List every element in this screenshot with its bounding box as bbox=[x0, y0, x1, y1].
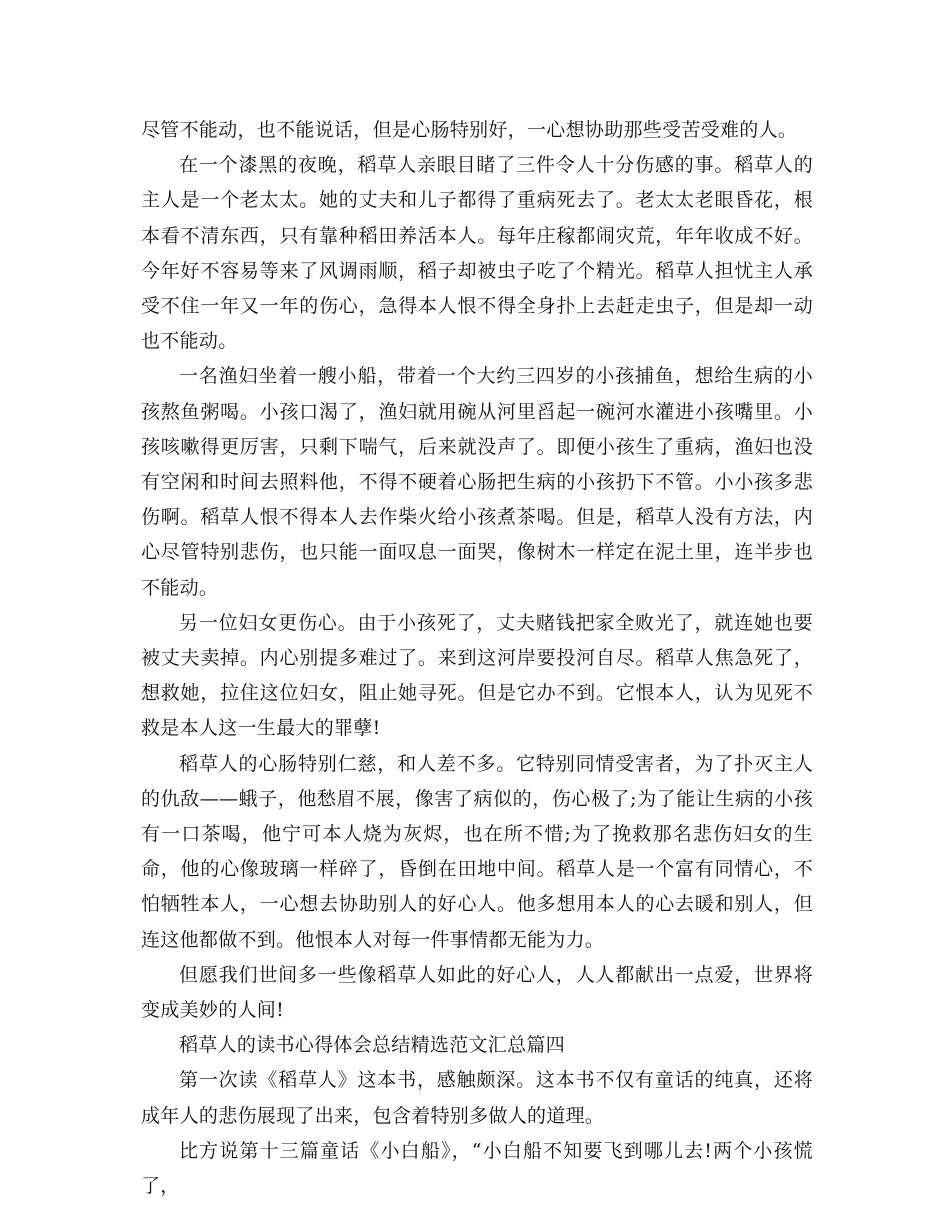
document-body bbox=[141, 113, 813, 1204]
paragraph-continued: 尽管不能动，也不能说话，但是心肠特别好，一心想协助那些受苦受难的人。 bbox=[141, 119, 798, 141]
paragraph-fisherwoman: 一名渔妇坐着一艘小船，带着一个大约三四岁的小孩捕鱼，想给生病的小孩熬鱼粥喝。小孩口渴了，渔妇就用碗从河里舀起一碗河水灌进小孩嘴里。小孩咳嗽得更厉害，只剩下喘气，后来就没声了。即便小孩生了重病，渔妇也没有空闲和时间去照料他，不得不硬着心肠把生病的小孩扔下不管。小小孩多悲伤啊。稻草人恨不得本人去作柴火给小孩煮茶喝。但是，稻草人没有方法，内心尽管特别悲伤，也只能一面叹息一面哭，像树木一样定在泥土里，连半步也不能动。 bbox=[141, 365, 813, 599]
paragraph-first-read: 第一次读《稻草人》这本书，感触颇深。这本书不仅有童话的纯真，还将成年人的悲伤展现了出来，包含着特别多做人的道理。 bbox=[141, 1069, 813, 1127]
paragraph-another-woman: 另一位妇女更伤心。由于小孩死了，丈夫赌钱把家全败光了，就连她也要被丈夫卖掉。内心别提多难过了。来到这河岸要投河自尽。稻草人焦急死了，想救她，拉住这位妇女，阻止她寻死。但是它办不到。它恨本人，认为见死不救是本人这一生最大的罪孽! bbox=[141, 611, 813, 740]
paragraph-kindness: 稻草人的心肠特别仁慈，和人差不多。它特别同情受害者，为了扑灭主人的仇敌——蛾子，他愁眉不展，像害了病似的，伤心极了;为了能让生病的小孩有一口茶喝，他宁可本人烧为灰烬，也在所不惜;为了挽救那名悲伤妇女的生命，他的心像玻璃一样碎了，昏倒在田地中间。稻草人是一个富有同情心，不怕牺牲本人，一心想去协助别人的好心人。他多想用本人的心去暖和别人，但连这他都做不到。他恨本人对每一件事情都无能为力。 bbox=[141, 752, 813, 951]
section-heading: 稻草人的读书心得体会总结精选范文汇总篇四 bbox=[179, 1034, 566, 1057]
paragraph-night-events: 在一个漆黑的夜晚，稻草人亲眼目睹了三件令人十分伤感的事。稻草人的主人是一个老太太。她的丈夫和儿子都得了重病死去了。老太太老眼昏花，根本看不清东西，只有靠种稻田养活本人。每年庄稼都闹灾荒，年年收成不好。今年好不容易等来了风调雨顺，稻子却被虫子吃了个精光。稻草人担忧主人承受不住一年又一年的伤心，急得本人恨不得全身扑上去赶走虫子，但是却一动也不能动。 bbox=[141, 154, 813, 353]
paragraph-wish: 但愿我们世间多一些像稻草人如此的好心人，人人都献出一点爱，世界将变成美妙的人间! bbox=[141, 963, 813, 1022]
paragraph-little-white-boat: 比方说第十三篇童话《小白船》，“小白船不知要飞到哪儿去!两个小孩慌了， bbox=[141, 1139, 813, 1198]
